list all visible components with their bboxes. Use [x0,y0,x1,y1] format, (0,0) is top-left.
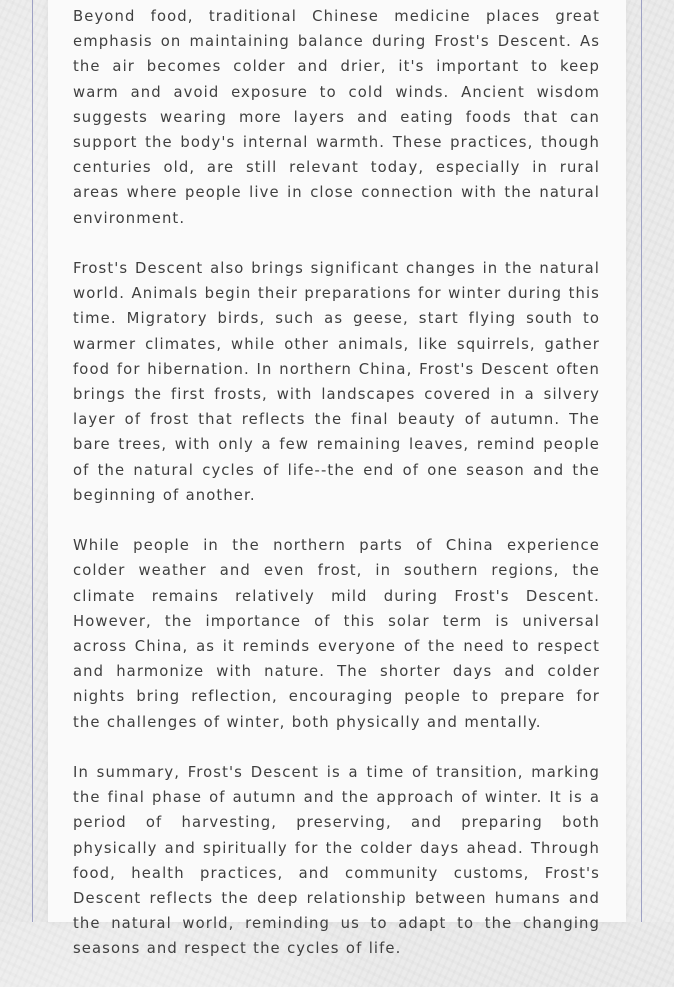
article-paragraph-nature: Frost's Descent also brings significant changes in the natural world. Animals begin their preparations for winter during this time. Migratory birds, such as geese, start flying south to warmer climates, while other animals, like squirrels, gather food for hibernation. In northern China, Frost's Descent often brings the first frosts, with landscapes covered in a silvery layer of frost that reflects the final beauty of autumn. The bare trees, with only a few remaining leaves, remind people of the natural cycles of life--the end of one season and the beginning of another. [73,260,600,504]
article-body [73,4,600,987]
article-paragraph-summary: In summary, Frost's Descent is a time of transition, marking the final phase of autumn and the approach of winter. It is a period of harvesting, preserving, and preparing both physically and spiritually for the colder days ahead. Through food, health practices, and community customs, Frost's Descent reflects the deep relationship between humans and the natural world, reminding us to adapt to the changing seasons and respect the cycles of life. [73,764,600,958]
article-paragraph-balance: Beyond food, traditional Chinese medicine places great emphasis on maintaining balance during Frost's Descent. As the air becomes colder and drier, it's important to keep warm and avoid exposure to cold winds. Ancient wisdom suggests wearing more layers and eating foods that can support the body's internal warmth. These practices, though centuries old, are still relevant today, especially in rural areas where people live in close connection with the natural environment. [73,8,600,227]
article-paragraph-regions: While people in the northern parts of China experience colder weather and even frost, in southern regions, the climate remains relatively mild during Frost's Descent. However, the importance of this solar term is universal across China, as it reminds everyone of the need to respect and harmonize with nature. The shorter days and colder nights bring reflection, encouraging people to prepare for the challenges of winter, both physically and mentally. [73,537,600,731]
